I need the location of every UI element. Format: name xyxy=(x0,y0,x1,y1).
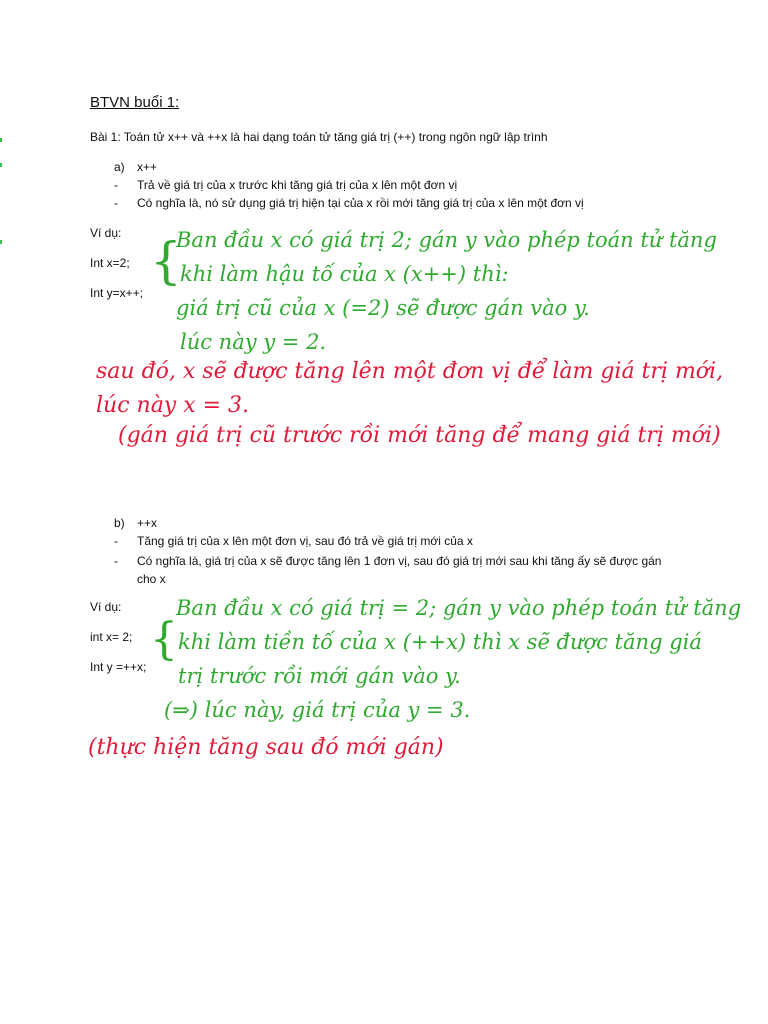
handwritten-note-green: Ban đầu x có giá trị 2; gán y vào phép toán tử tăng xyxy=(176,228,717,252)
part-b-marker: b) xyxy=(114,516,125,530)
part-b-heading: ++x xyxy=(137,516,158,530)
part-b-bullet: Có nghĩa là, giá trị của x sẽ được tăng lên 1 đơn vị, sau đó giá trị mới sau khi tăng ấy sẽ được gán xyxy=(137,554,662,568)
part-b-bullet-continuation: cho x xyxy=(137,572,166,586)
bullet-dash: - xyxy=(114,196,118,210)
bullet-dash: - xyxy=(114,554,118,568)
part-b-code-line: int x= 2; xyxy=(90,630,133,644)
exercise-intro: Bài 1: Toán tử x++ và ++x là hai dạng toán tử tăng giá trị (++) trong ngôn ngữ lập trình xyxy=(90,130,548,144)
part-a-marker: a) xyxy=(114,160,125,174)
handwritten-brace: { xyxy=(150,232,182,290)
part-a-code-line: Int y=x++; xyxy=(90,286,144,300)
handwritten-note-red: lúc này x = 3. xyxy=(96,393,250,418)
handwritten-note-red: sau đó, x sẽ được tăng lên một đơn vị để làm giá trị mới, xyxy=(96,359,724,384)
margin-mark xyxy=(0,138,8,142)
handwritten-note-green: lúc này y = 2. xyxy=(180,330,327,354)
part-b-code-line: Int y =++x; xyxy=(90,660,147,674)
margin-mark xyxy=(0,240,8,244)
part-a-bullet: Có nghĩa là, nó sử dụng giá trị hiện tại của x rồi mới tăng giá trị của x lên một đơn vị xyxy=(137,196,584,210)
document-title: BTVN buổi 1: xyxy=(90,94,180,111)
handwritten-note-green: trị trước rồi mới gán vào y. xyxy=(178,664,461,688)
part-a-example-label: Ví dụ: xyxy=(90,226,122,240)
part-a-code-line: Int x=2; xyxy=(90,256,130,270)
part-b-example-label: Ví dụ: xyxy=(90,600,122,614)
handwritten-note-red: (thực hiện tăng sau đó mới gán) xyxy=(88,735,444,760)
part-a-heading: x++ xyxy=(137,160,158,174)
handwritten-note-red: (gán giá trị cũ trước rồi mới tăng để mang giá trị mới) xyxy=(118,423,721,448)
handwritten-note-green: Ban đầu x có giá trị = 2; gán y vào phép toán tử tăng xyxy=(176,596,742,620)
bullet-dash: - xyxy=(114,178,118,192)
handwritten-brace: { xyxy=(150,614,178,665)
part-a-bullet: Trả về giá trị của x trước khi tăng giá trị của x lên một đơn vị xyxy=(137,178,458,192)
margin-mark xyxy=(0,163,8,167)
handwritten-note-green: giá trị cũ của x (=2) sẽ được gán vào y. xyxy=(176,296,590,320)
bullet-dash: - xyxy=(114,534,118,548)
handwritten-note-green: (⇒) lúc này, giá trị của y = 3. xyxy=(164,698,471,722)
handwritten-note-green: khi làm tiền tố của x (++x) thì x sẽ được tăng giá xyxy=(178,630,702,654)
handwritten-note-green: khi làm hậu tố của x (x++) thì: xyxy=(180,262,509,286)
part-b-bullet: Tăng giá trị của x lên một đơn vị, sau đó trả về giá trị mới của x xyxy=(137,534,473,548)
